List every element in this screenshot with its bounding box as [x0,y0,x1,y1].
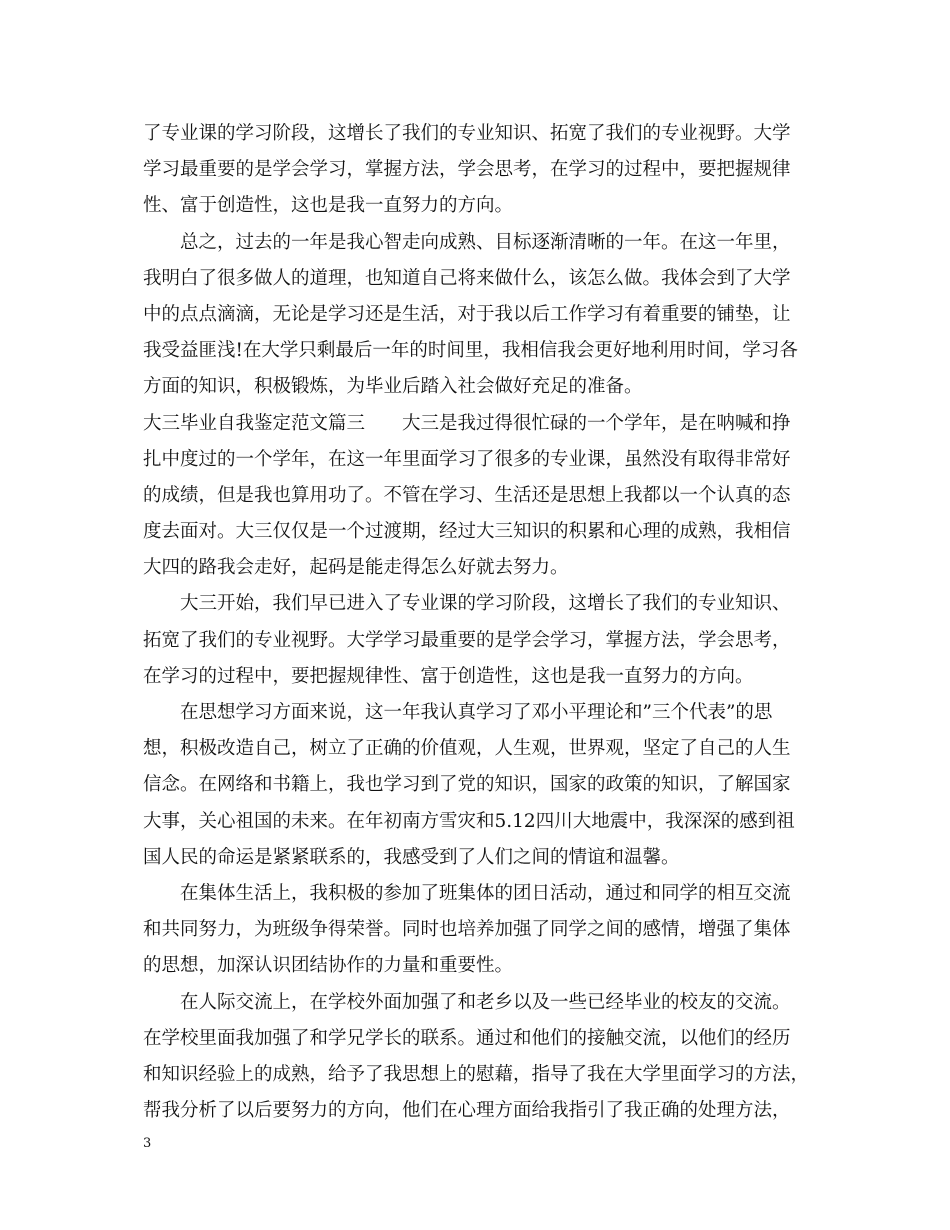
text-line: 和共同努力，为班级争得荣誉。同时也培养加强了同学之间的感情，增强了集体 [143,919,791,941]
text-line: 帮我分析了以后要努力的方向，他们在心理方面给我指引了我正确的处理方法， [143,1100,791,1122]
text-line: 度去面对。大三仅仅是一个过渡期，经过大三知识的积累和心理的成熟，我相信 [143,521,791,543]
text-line: 拓宽了我们的专业视野。大学学习最重要的是学会学习，掌握方法，学会思考， [143,629,791,651]
text-line: 中的点点滴滴，无论是学习还是生活，对于我以后工作学习有着重要的铺垫，让 [143,303,791,325]
text-line: 了专业课的学习阶段，这增长了我们的专业知识、拓宽了我们的专业视野。大学 [143,123,791,144]
text-line: 我受益匪浅!在大学只剩最后一年的时间里，我相信我会更好地利用时间，学习各 [143,340,798,362]
text-line: 扎中度过的一个学年，在这一年里面学习了很多的专业课，虽然没有取得非常好 [143,448,791,470]
text-line: 大事，关心祖国的未来。在年初南方雪灾和5.12四川大地震中，我深深的感到祖 [143,810,795,832]
page-number: 3 [143,1136,152,1151]
paragraph-first-line: 在集体生活上，我积极的参加了班集体的团日活动，通过和同学的相互交流 [180,882,791,904]
text-line: 在学习的过程中，要把握规律性、富于创造性，这也是我一直努力的方向。 [143,665,754,687]
text-line: 想，积极改造自己，树立了正确的价值观，人生观，世界观，坚定了自己的人生 [143,738,791,760]
text-line: 在学校里面我加强了和学兄学长的联系。通过和他们的接触交流，以他们的经历 [143,1027,791,1049]
text-line: 大四的路我会走好，起码是能走得怎么好就去努力。 [143,557,569,579]
body-text [143,116,823,1129]
text-line: 方面的知识，积极锻炼，为毕业后踏入社会做好充足的准备。 [143,376,643,398]
section-heading-line: 大三毕业自我鉴定范文篇三 大三是我过得很忙碌的一个学年，是在呐喊和挣 [143,412,791,434]
text-line: 性、富于创造性，这也是我一直努力的方向。 [143,195,514,217]
paragraph-first-line: 总之，过去的一年是我心智走向成熟、目标逐渐清晰的一年。在这一年里， [180,231,791,253]
text-line: 学习最重要的是学会学习，掌握方法，学会思考，在学习的过程中，要把握规律 [143,159,791,181]
text-line: 信念。在网络和书籍上，我也学习到了党的知识，国家的政策的知识，了解国家 [143,774,791,796]
paragraph-first-line: 大三开始，我们早已进入了专业课的学习阶段，这增长了我们的专业知识、 [180,593,791,615]
text-line: 的成绩，但是我也算用功了。不管在学习、生活还是思想上我都以一个认真的态 [143,484,791,506]
text-line: 和知识经验上的成熟，给予了我思想上的慰藉，指导了我在大学里面学习的方法， [143,1063,810,1085]
text-line: 国人民的命运是紧紧联系的，我感受到了人们之间的情谊和温馨。 [143,846,680,868]
paragraph-first-line: 在人际交流上，在学校外面加强了和老乡以及一些已经毕业的校友的交流。 [180,991,791,1013]
text-line: 我明白了很多做人的道理，也知道自己将来做什么，该怎么做。我体会到了大学 [143,267,791,289]
paragraph-first-line: 在思想学习方面来说，这一年我认真学习了邓小平理论和”三个代表”的思 [180,702,773,723]
text-line: 的思想，加深认识团结协作的力量和重要性。 [143,955,514,977]
